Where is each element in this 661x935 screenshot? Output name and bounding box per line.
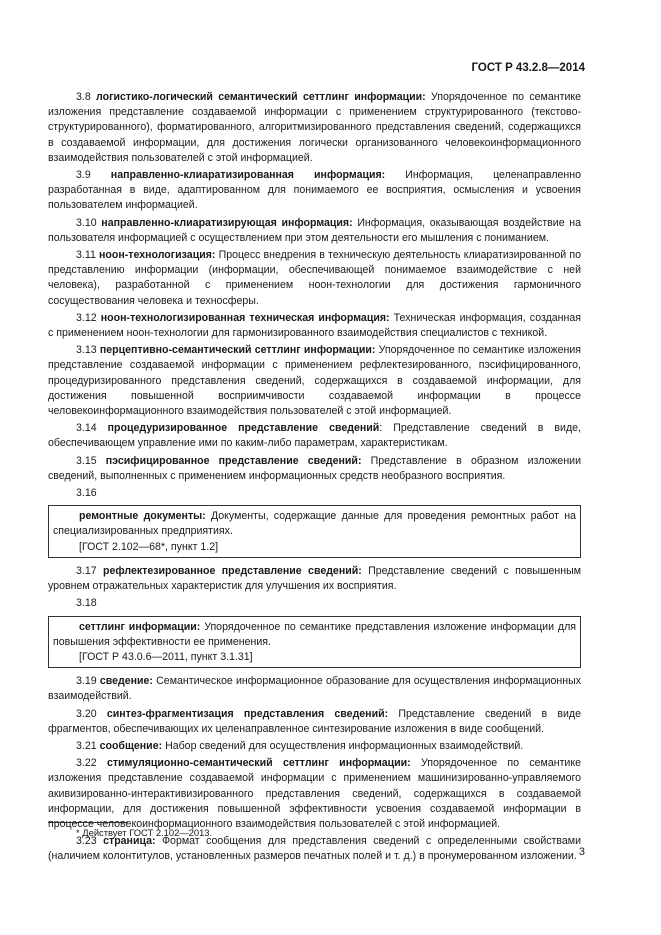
- entry-term: пэсифицированное представление сведений:: [105, 454, 362, 467]
- footnote: * Действует ГОСТ 2.102—2013.: [76, 827, 213, 838]
- entry-number: 3.19: [76, 675, 97, 688]
- footnote-divider: [48, 822, 128, 823]
- definition-entry: [48, 756, 581, 832]
- entry-term: синтез-фрагментизация представления сведений:: [106, 707, 389, 720]
- entry-number: 3.15: [76, 454, 97, 467]
- entry-definition: Набор сведений для осуществления информационных взаимодействий.: [162, 739, 524, 752]
- entry-definition: Семантическое информационное образование для осуществления информационных взаимодействий.: [48, 675, 581, 703]
- definition-entry: [48, 674, 581, 704]
- definition-entry: [48, 90, 581, 166]
- definition-entry: [48, 311, 581, 341]
- entry-term: рефлектезированное представление сведений:: [102, 564, 362, 577]
- entry-number: 3.16: [76, 487, 97, 500]
- entry-term: ремонтные документы:: [79, 510, 206, 523]
- entry-term: логистико-логический семантический сеттлинг информации:: [96, 91, 426, 103]
- entry-number: 3.9: [76, 169, 91, 182]
- entry-definition: Информация, оказывающая воздействие на пользователя информацией с осуществлением при этом деятельности его мышления с пониманием.: [48, 216, 582, 244]
- entry-number: 3.21: [76, 739, 97, 752]
- entry-term: сеттлинг информации:: [79, 620, 201, 633]
- entry-number: 3.12: [76, 311, 97, 324]
- definition-entry: [48, 343, 581, 419]
- definition-entry: [53, 509, 576, 539]
- entry-definition: Техническая информация, созданная с применением ноон-технологии для гармонизированного взаимодействия специалистов с техникой.: [48, 311, 581, 340]
- entry-definition: Упорядоченное по семантике изложения представление создаваемой информации с применением структурированного (текстово-структурированного), форматированного, алгоритмизированного представления сведений, содержащихся в создаваемой информации, для достижения логически организованного человекоинформационного взаимодействия пользователей с этой информацией.: [48, 91, 582, 164]
- entry-number: 3.14: [76, 422, 97, 435]
- entry-term: сведение:: [99, 675, 153, 688]
- entry-term: направленно-клиаратизирующая информация:: [101, 216, 353, 229]
- definition-entry: [48, 564, 581, 594]
- definition-entry: [48, 216, 581, 246]
- entry-definition: Процесс внедрения в техническую деятельность клиаратизированной по представлению информации (информации, обеспечивающей понимаемое взаимодействие с ней человека), разработанной с применением ноон-технологии для достижения гармоничного сосуществования человека и техносферы.: [48, 249, 581, 307]
- entry-definition: Представление сведений с повышенным уровнем отражательных характеристик для улучшения их восприятия.: [48, 564, 581, 593]
- entry-number: 3.13: [76, 344, 97, 357]
- entry-definition: Упорядоченное по семантике изложения представление создаваемой информации с применением машинизированно-управляемого акивизированно-интерактивизированного представления сведений, содержащихся в создаваемой информации, для достижения повышенной эффективности усвоения создаваемой информации в процессе человекоинформационного взаимодействия пользователей с этой информацией.: [48, 757, 581, 830]
- page-content: [48, 90, 581, 867]
- entry-number: 3.11: [76, 249, 96, 262]
- entry-definition: Информация, целенаправленно разработанная в виде, адаптированном для понимаемого ее восприятия, осмысления и усвоения пользователем информацией.: [48, 169, 581, 212]
- entry-number: 3.8: [76, 91, 91, 103]
- entry-term: ноон-технологизация:: [98, 249, 216, 262]
- quoted-definition-box: [48, 505, 581, 558]
- entry-number: 3.17: [76, 564, 97, 577]
- entry-definition: Представление сведений в виде фрагментов, обеспечивающих их целенаправленное синтезирование изложения в виде сообщений.: [48, 707, 581, 735]
- entry-definition: Формат сообщения для представления сведений с определенными свойствами (наличием колонтитулов, установленных размеров печатных полей и т. д.) в пронумерованном изложении.: [48, 835, 582, 863]
- source-reference: [ГОСТ 2.102—68*, пункт 1.2]: [79, 540, 219, 553]
- definition-entry: [48, 739, 581, 754]
- document-header-id: ГОСТ Р 43.2.8—2014: [471, 62, 585, 74]
- quoted-definition-box: [48, 616, 581, 669]
- entry-definition: : Представление сведений в виде, обеспечивающем управление ими по каким-либо параметрам, характеристикам.: [48, 422, 581, 450]
- entry-definition: Упорядоченное по семантике изложения представление создаваемой информации с применением рефлектезированного, пэсифицированного, процедуризированного представления сведений, содержащихся в создаваемой информации, для достижения повышенной восприимчивости создаваемой информации в процессе человекоинформационного взаимодействия пользователей с этой информацией.: [48, 344, 581, 418]
- entry-term: сообщение:: [99, 739, 163, 752]
- definition-entry: [48, 168, 581, 214]
- definition-entry: [48, 421, 581, 451]
- entry-term: направленно-клиаратизированная информация:: [110, 169, 386, 182]
- entry-term: стимуляционно-семантический сеттлинг информации:: [106, 757, 411, 770]
- entry-number: 3.22: [76, 757, 97, 770]
- definition-entry: [53, 620, 576, 650]
- page-number: 3: [578, 846, 585, 858]
- entry-number: 3.10: [76, 216, 97, 229]
- definition-entry: [48, 454, 581, 484]
- entry-number: 3.23: [76, 835, 97, 848]
- source-reference: [ГОСТ Р 43.0.6—2011, пункт 3.1.31]: [79, 650, 253, 663]
- entry-term: процедуризированное представление сведений: [107, 422, 380, 435]
- entry-term: страница:: [103, 835, 156, 848]
- definition-entry: [48, 834, 581, 864]
- definition-entry: [48, 248, 581, 309]
- entry-number: 3.18: [76, 597, 97, 610]
- entry-number: 3.20: [76, 707, 97, 720]
- entry-term: перцептивно-семантический сеттлинг информации:: [99, 344, 376, 357]
- entry-definition: Документы, содержащие данные для проведения ремонтных работ на специализированных предприятиях.: [53, 510, 577, 538]
- entry-definition: Упорядоченное по семантике представления изложение информации для повышения эффективности ее применения.: [53, 620, 576, 648]
- entry-definition: Представление в образном изложении сведений, выполненных с применением информационных средств необразного восприятия.: [48, 454, 582, 482]
- definition-entry: [48, 707, 581, 737]
- entry-term: ноон-технологизированная техническая информация:: [100, 311, 390, 324]
